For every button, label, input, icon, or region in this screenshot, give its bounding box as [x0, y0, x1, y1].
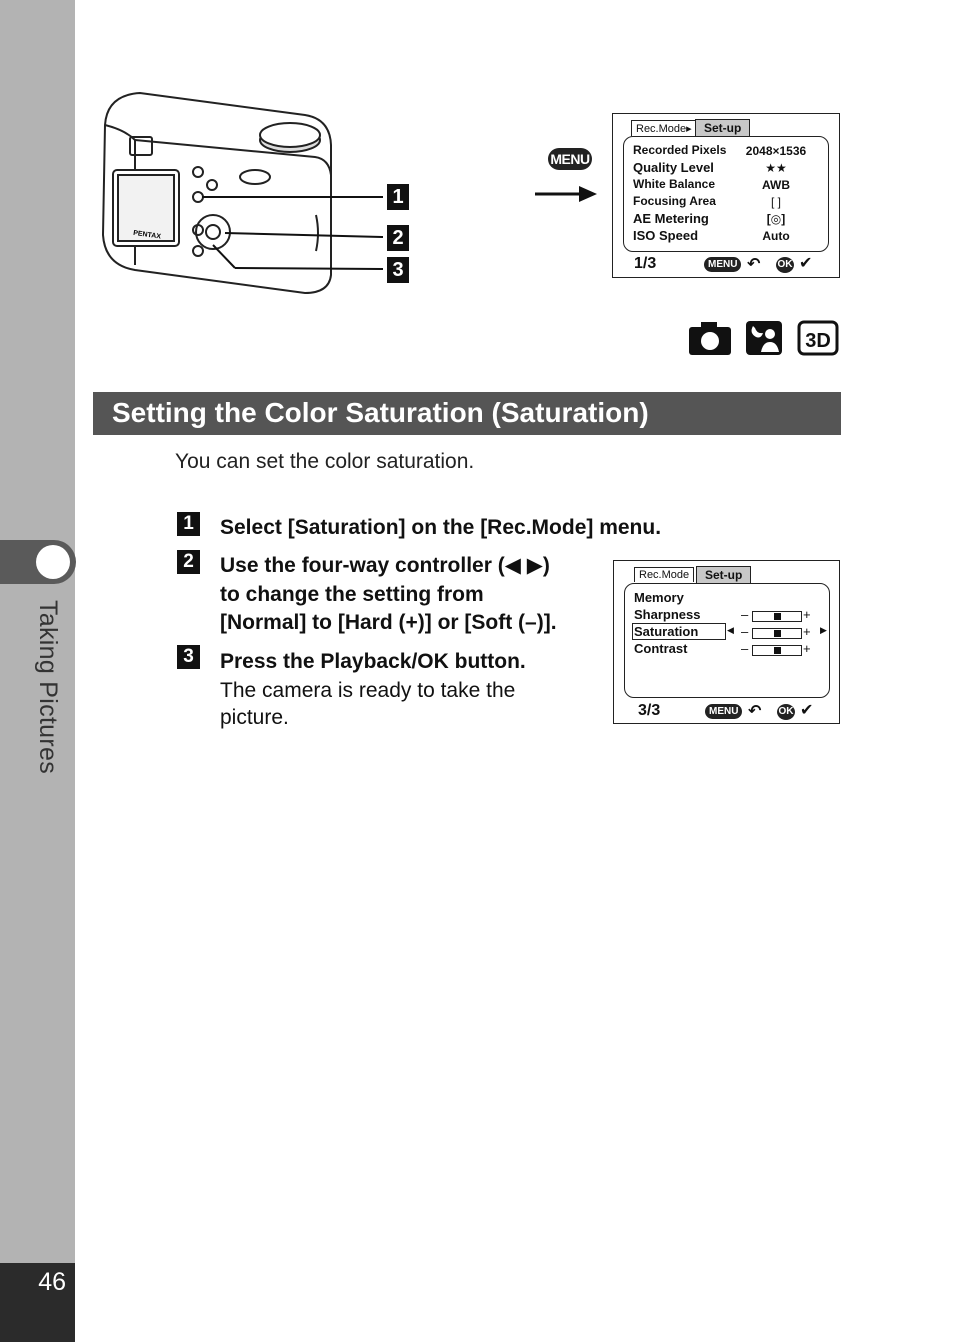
lcd-screen-rec-mode-3 — [613, 560, 840, 724]
menu-row-value: [ ] — [770, 195, 781, 209]
check-icon: ✔ — [799, 255, 813, 272]
menu-row-value: AWB — [762, 178, 790, 192]
plus-label: + — [803, 641, 811, 656]
menu-row-label: Recorded Pixels — [633, 143, 727, 157]
camera-mode-icon — [688, 320, 732, 356]
night-scene-mode-icon — [745, 320, 783, 356]
callout-3: 3 — [387, 257, 409, 283]
tab-set-up: Set-up — [696, 566, 751, 583]
menu-row-value: Auto — [762, 229, 790, 243]
menu-icon: MENU — [704, 257, 741, 272]
menu-row-label: White Balance — [633, 177, 716, 191]
step-number-1: 1 — [177, 512, 200, 536]
ok-icon: OK — [777, 704, 795, 720]
minus-label: – — [741, 624, 749, 639]
menu-row-label: Memory — [634, 590, 684, 605]
right-arrow-icon — [535, 183, 597, 205]
plus-label: + — [803, 624, 811, 639]
menu-icon: MENU — [705, 704, 742, 719]
section-title: Setting the Color Saturation (Saturation) — [112, 397, 649, 428]
sharpness-slider — [752, 611, 802, 622]
camera-illustration — [95, 85, 425, 300]
menu-row-label: Sharpness — [634, 607, 701, 622]
minus-label: – — [741, 607, 749, 622]
tab-rec-mode: Rec.Mode — [634, 567, 694, 582]
menu-row-value: ★★ — [765, 161, 787, 175]
menu-button-icon: MENU — [548, 148, 592, 170]
step-2-line-3: [Normal] to [Hard (+)] or [Soft (–)]. — [220, 611, 557, 634]
left-arrow-icon: ◀ — [727, 625, 734, 635]
contrast-slider — [752, 645, 802, 656]
menu-row-label: Contrast — [634, 641, 688, 656]
tab-set-up: Set-up — [695, 119, 750, 136]
plus-label: + — [803, 607, 811, 622]
step-number-3: 3 — [177, 645, 200, 669]
saturation-slider — [752, 628, 802, 639]
svg-text:PENTAX: PENTAX — [132, 229, 162, 241]
step-3-line-2: The camera is ready to take the — [220, 679, 516, 702]
minus-label: – — [741, 641, 749, 656]
step-number-2: 2 — [177, 550, 200, 574]
page-indicator: 1/3 — [634, 255, 657, 272]
tab-rec-mode: Rec.Mode▸ — [631, 120, 697, 136]
ok-icon: OK — [776, 257, 794, 273]
callout-1: 1 — [387, 184, 409, 210]
check-icon: ✔ — [800, 702, 814, 719]
chapter-label: Taking Pictures — [34, 600, 62, 775]
3d-mode-icon — [797, 320, 839, 356]
back-icon: ↶ — [747, 256, 761, 273]
menu-row-value: 2048×1536 — [745, 144, 807, 158]
page-number: 46 — [38, 1268, 66, 1296]
intro-text: You can set the color saturation. — [175, 450, 475, 473]
menu-row-label-selected: Saturation — [634, 624, 699, 639]
menu-row-label: ISO Speed — [633, 228, 699, 243]
step-2-line-2: to change the setting from — [220, 583, 484, 606]
step-3-line-1: Press the Playback/OK button. — [220, 650, 526, 673]
menu-row-label: Focusing Area — [633, 194, 716, 208]
step-2-line-1: Use the four-way controller (◀ ▶) — [220, 554, 550, 577]
lcd-screen-rec-mode-1 — [612, 113, 840, 278]
metering-icon: [◎] — [766, 212, 786, 226]
3d-label: 3D — [805, 330, 831, 352]
menu-row-label: Quality Level — [633, 160, 714, 175]
step-3-line-3: picture. — [220, 706, 289, 729]
step-1-text: Select [Saturation] on the [Rec.Mode] menu. — [220, 516, 662, 539]
callout-2: 2 — [387, 225, 409, 251]
menu-row-label: AE Metering — [633, 211, 709, 226]
chapter-tab-circle — [36, 545, 70, 579]
right-arrow-icon: ▶ — [820, 625, 827, 635]
back-icon: ↶ — [748, 703, 762, 720]
page-indicator: 3/3 — [638, 702, 661, 719]
